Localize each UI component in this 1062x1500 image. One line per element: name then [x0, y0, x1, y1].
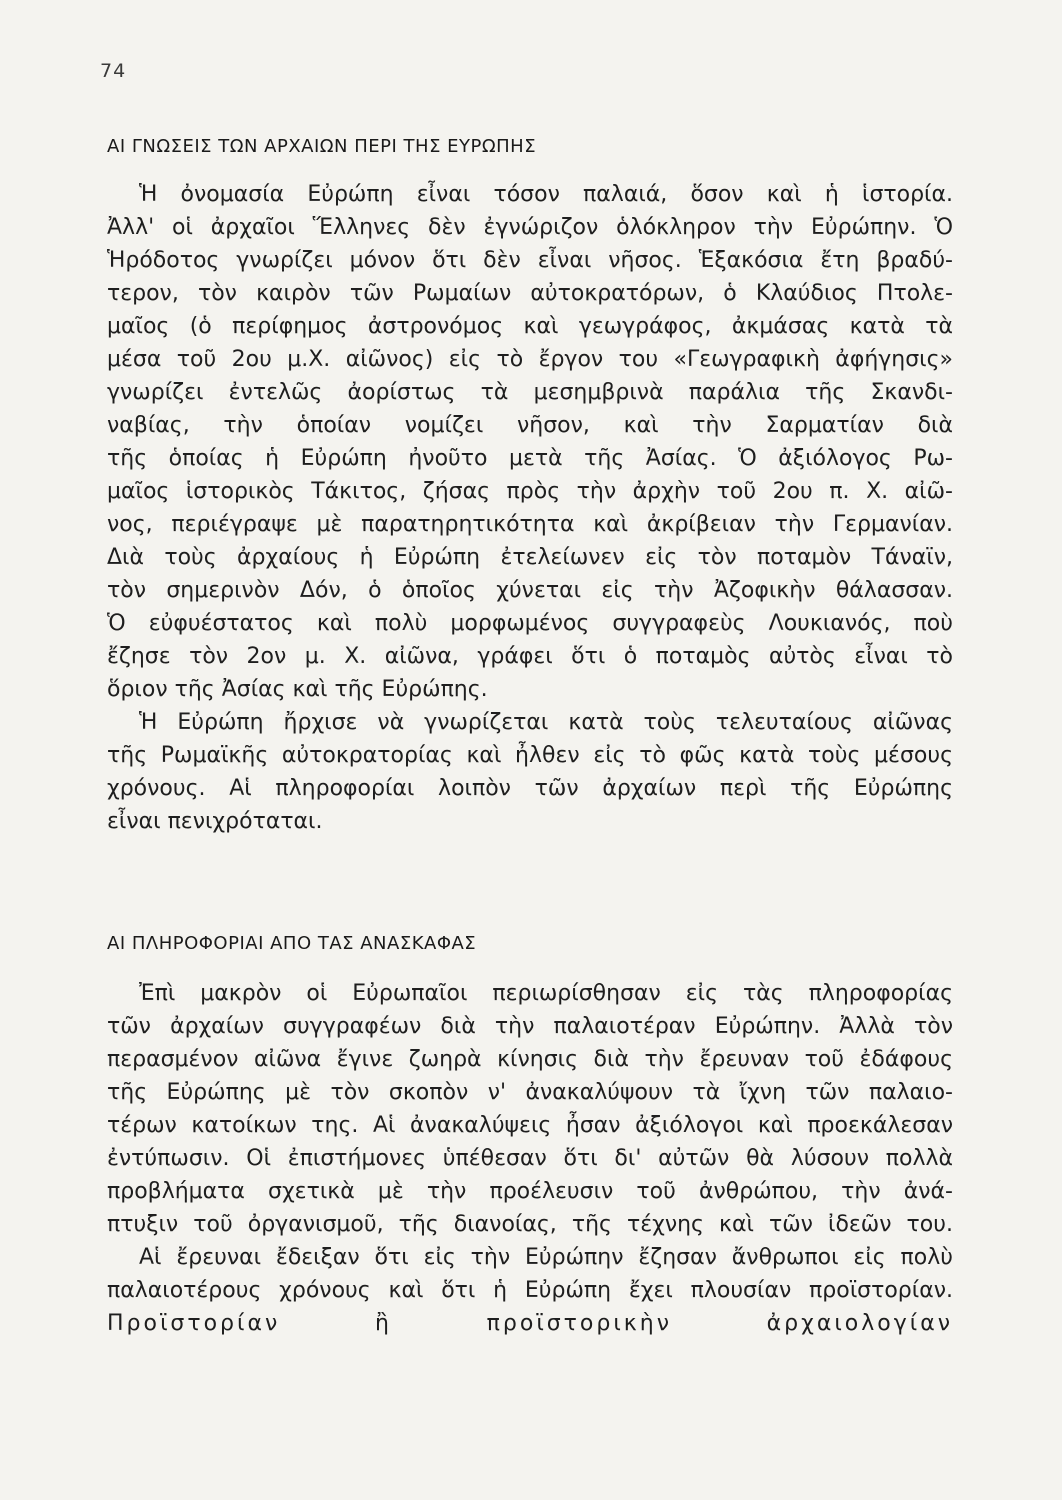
page-number: 74: [100, 60, 127, 82]
text-line: ἐντύπωσιν. Οἱ ἐπιστήμονες ὑπέθεσαν ὅτι δι' αὐτῶν θὰ λύσουν πολλὰ: [107, 1146, 953, 1171]
text-line: χρόνους. Αἱ πληροφορίαι λοιπὸν τῶν ἀρχαίων περὶ τῆς Εὐρώπης: [107, 776, 953, 801]
text-line: τῆς Εὐρώπης μὲ τὸν σκοπὸν ν' ἀνακαλύψουν τὰ ἴχνη τῶν παλαιο-: [107, 1080, 953, 1105]
text-line: τερον, τὸν καιρὸν τῶν Ρωμαίων αὐτοκρατόρων, ὁ Κλαύδιος Πτολε-: [107, 281, 953, 306]
text-line: Προϊστορίαν ἢ προϊστορικὴν ἀρχαιολογίαν: [107, 1311, 953, 1336]
text-line: τῆς ὁποίας ἡ Εὐρώπη ἠνοῦτο μετὰ τῆς Ἀσίας. Ὁ ἀξιόλογος Ρω-: [107, 446, 953, 471]
text-line: Ἡ ὀνομασία Εὐρώπη εἶναι τόσον παλαιά, ὅσον καὶ ἡ ἱστορία.: [139, 182, 953, 207]
text-line: προβλήματα σχετικὰ μὲ τὴν προέλευσιν τοῦ ἀνθρώπου, τὴν ἀνά-: [107, 1179, 953, 1204]
text-line: Αἱ ἔρευναι ἔδειξαν ὅτι εἰς τὴν Εὐρώπην ἔζησαν ἄνθρωποι εἰς πολὺ: [139, 1245, 953, 1270]
text-line: Ἀλλ' οἱ ἀρχαῖοι Ἕλληνες δὲν ἐγνώριζον ὁλόκληρον τὴν Εὐρώπην. Ὁ: [107, 215, 953, 240]
text-line: ἔζησε τὸν 2ον μ. Χ. αἰῶνα, γράφει ὅτι ὁ ποταμὸς αὐτὸς εἶναι τὸ: [107, 644, 953, 669]
section-heading-knowledge-of-ancients: ΑΙ ΓΝΩΣΕΙΣ ΤΩΝ ΑΡΧΑΙΩΝ ΠΕΡΙ ΤΗΣ ΕΥΡΩΠΗΣ: [107, 136, 537, 157]
text-line: περασμένον αἰῶνα ἔγινε ζωηρὰ κίνησις διὰ τὴν ἔρευναν τοῦ ἐδάφους: [107, 1047, 953, 1072]
text-line: παλαιοτέρους χρόνους καὶ ὅτι ἡ Εὐρώπη ἔχει πλουσίαν προϊστορίαν.: [107, 1278, 953, 1303]
text-line: Ὁ εὐφυέστατος καὶ πολὺ μορφωμένος συγγραφεὺς Λουκιανός, ποὺ: [107, 611, 953, 636]
text-line: Ἡ Εὐρώπη ἤρχισε νὰ γνωρίζεται κατὰ τοὺς τελευταίους αἰῶνας: [139, 710, 953, 735]
text-line: ναβίας, τὴν ὁποίαν νομίζει νῆσον, καὶ τὴν Σαρματίαν διὰ: [107, 413, 953, 438]
text-line: τὸν σημερινὸν Δόν, ὁ ὁποῖος χύνεται εἰς τὴν Ἀζοφικὴν θάλασσαν.: [107, 578, 953, 603]
section-heading-excavations: ΑΙ ΠΛΗΡΟΦΟΡΙΑΙ ΑΠΟ ΤΑΣ ΑΝΑΣΚΑΦΑΣ: [107, 933, 477, 954]
text-line: νος, περιέγραψε μὲ παρατηρητικότητα καὶ ἀκρίβειαν τὴν Γερμανίαν.: [107, 512, 953, 537]
text-line: Διὰ τοὺς ἀρχαίους ἡ Εὐρώπη ἐτελείωνεν εἰς τὸν ποταμὸν Τάναϊν,: [107, 545, 953, 570]
text-line: εἶναι πενιχρόταται.: [107, 809, 323, 834]
text-line: γνωρίζει ἐντελῶς ἀορίστως τὰ μεσημβρινὰ παράλια τῆς Σκανδι-: [107, 380, 953, 405]
text-line: τῆς Ρωμαϊκῆς αὐτοκρατορίας καὶ ἦλθεν εἰς τὸ φῶς κατὰ τοὺς μέσους: [107, 743, 953, 768]
text-line: μαῖος (ὁ περίφημος ἀστρονόμος καὶ γεωγράφος, ἀκμάσας κατὰ τὰ: [107, 314, 953, 339]
text-line: μέσα τοῦ 2ου μ.Χ. αἰῶνος) εἰς τὸ ἔργον του «Γεωγραφικὴ ἀφήγησις»: [107, 347, 953, 372]
text-line: τῶν ἀρχαίων συγγραφέων διὰ τὴν παλαιοτέραν Εὐρώπην. Ἀλλὰ τὸν: [107, 1014, 953, 1039]
text-line: ὅριον τῆς Ἀσίας καὶ τῆς Εὐρώπης.: [107, 677, 488, 702]
text-line: τέρων κατοίκων της. Αἱ ἀνακαλύψεις ἦσαν ἀξιόλογοι καὶ προεκάλεσαν: [107, 1113, 953, 1138]
text-line: πτυξιν τοῦ ὀργανισμοῦ, τῆς διανοίας, τῆς τέχνης καὶ τῶν ἰδεῶν του.: [107, 1212, 953, 1237]
text-line: Ἐπὶ μακρὸν οἱ Εὐρωπαῖοι περιωρίσθησαν εἰς τὰς πληροφορίας: [139, 981, 953, 1006]
text-line: μαῖος ἱστορικὸς Τάκιτος, ζήσας πρὸς τὴν ἀρχὴν τοῦ 2ου π. Χ. αἰῶ-: [107, 479, 953, 504]
text-line: Ἡρόδοτος γνωρίζει μόνον ὅτι δὲν εἶναι νῆσος. Ἑξακόσια ἔτη βραδύ-: [107, 248, 953, 273]
